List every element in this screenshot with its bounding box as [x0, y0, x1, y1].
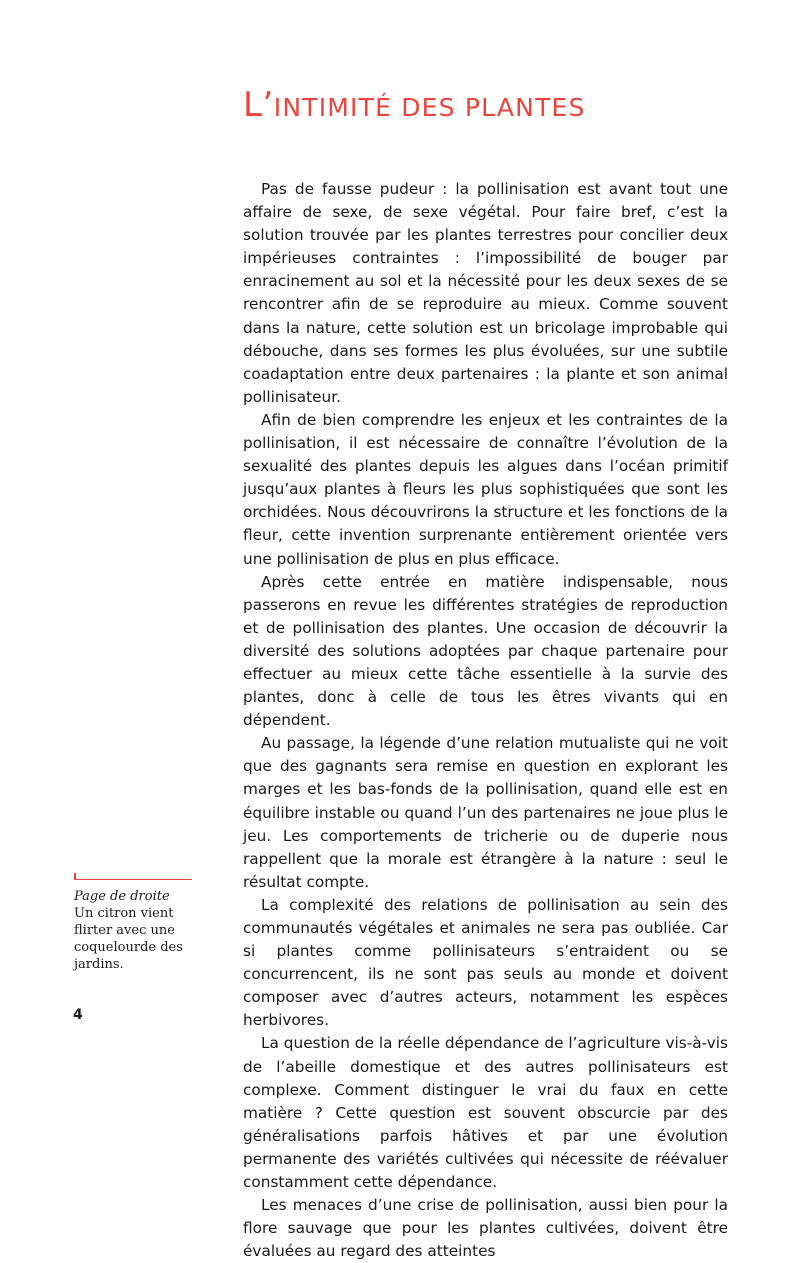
- paragraph: Les menaces d’une crise de pollinisation, aussi bien pour la flore sauvage que pour les plantes cultivées, doivent être évaluées au regard des atteintes: [243, 1196, 728, 1261]
- paragraph: Au passage, la légende d’une relation mutualiste qui ne voit que des gagnants sera remise en question en explorant les marges et les bas-fonds de la pollinisation, quand elle est en équilibre instable ou quand l’un des partenaires ne joue plus le jeu. Les comportements de tricherie ou de duperie nous rappellent que la morale est étrangère à la nature : seul le résultat compte.: [243, 734, 728, 891]
- chapter-title: [243, 85, 586, 125]
- photo-caption: [74, 879, 192, 973]
- paragraph: La complexité des relations de pollinisation au sein des communautés végétales et animales ne sera pas oubliée. Car si plantes comme pollinisateurs s’entraident ou se concurrencent, ils ne sont pas seuls au monde et doivent composer avec d’autres acteurs, notamment les espèces herbivores.: [243, 895, 728, 1030]
- page-number: 4: [73, 1007, 83, 1023]
- paragraph: Pas de fausse pudeur : la pollinisation est avant tout une affaire de sexe, de sexe végétal. Pour faire bref, c’est la solution trouvée par les plantes terrestres pour concilier deux impérieuses contraintes : l’impossibilité de bouger par enracinement au sol et la nécessité pour les deux sexes de se rencontrer afin de se reproduire au mieux. Comme souvent dans la nature, cette solution est un bricolage improbable qui débouche, dans ses formes les plus évoluées, sur une subtile coadaptation entre deux partenaires : la plante et son animal pollinisateur.: [243, 180, 728, 406]
- paragraph: La question de la réelle dépendance de l’agriculture vis-à-vis de l’abeille domestique et des autres pollinisateurs est complexe. Comment distinguer le vrai du faux en cette matière ? Cette question est souvent obscurcie par des généralisations parfois hâtives et par une évolution permanente des variétés cultivées qui nécessite de réévaluer constamment cette dépendance.: [243, 1034, 728, 1192]
- caption-text: Un citron vient flirter avec une coquelourde des jardins.: [74, 906, 183, 972]
- chapter-title-initial: L’: [243, 85, 274, 125]
- caption-label: Page de droite: [74, 889, 170, 904]
- paragraph: Afin de bien comprendre les enjeux et les contraintes de la pollinisation, il est nécessaire de connaître l’évolution de la sexualité des plantes depuis les algues dans l’océan primitif jusqu’aux plantes à fleurs les plus sophistiquées que sont les orchidées. Nous découvrirons la structure et les fonctions de la fleur, cette invention surprenante entièrement orientée vers une pollinisation de plus en plus efficace.: [243, 410, 728, 568]
- body-text: [243, 178, 728, 1263]
- chapter-title-rest: INTIMITÉ DES PLANTES: [273, 93, 586, 122]
- paragraph: Après cette entrée en matière indispensable, nous passerons en revue les différentes stratégies de reproduction et de pollinisation des plantes. Une occasion de découvrir la diversité des solutions adoptées par chaque partenaire pour effectuer au mieux cette tâche essentielle à la survie des plantes, donc à celle de tous les êtres vivants qui en dépendent.: [243, 572, 728, 730]
